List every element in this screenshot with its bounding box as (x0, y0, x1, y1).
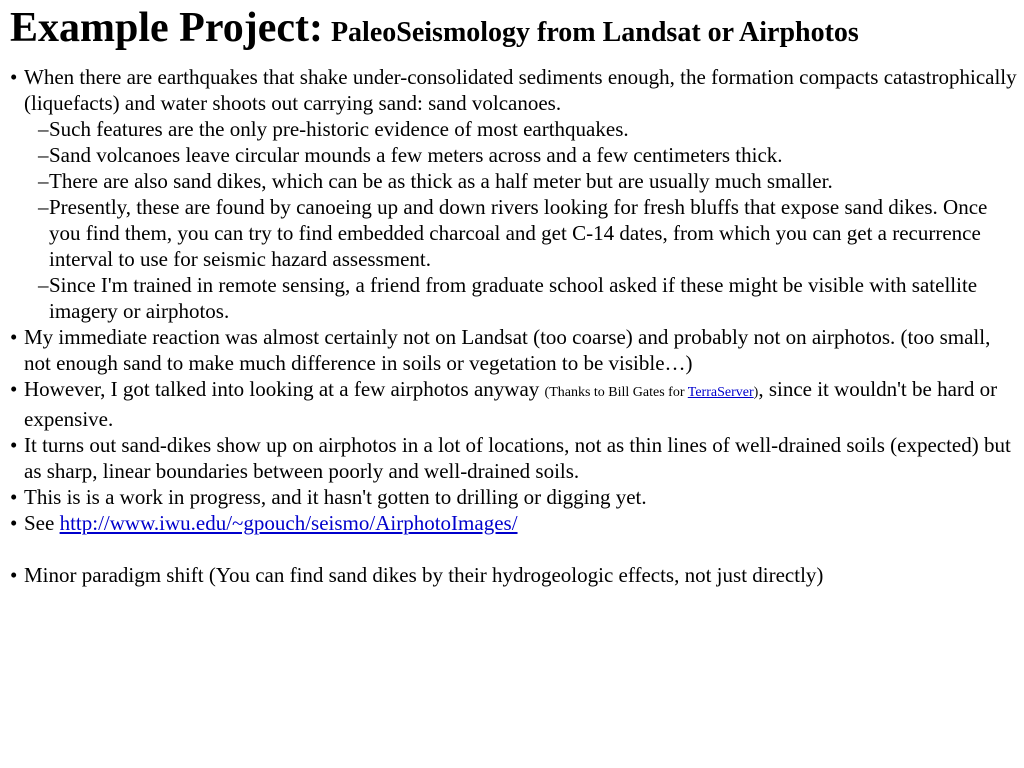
bullet-text: This is is a work in progress, and it hasn't gotten to drilling or digging yet. (24, 485, 647, 509)
bullet-text: However, I got talked into looking at a few airphotos anyway (24, 377, 540, 401)
sub-bullet-sand-volcanoes (10, 142, 1018, 168)
thanks-note-close: ) (753, 385, 759, 400)
terraserver-link[interactable]: TerraServer (687, 385, 754, 400)
dash-marker: – (38, 195, 49, 219)
bullet-marker: • (10, 325, 18, 349)
bullet-paradigm-shift (10, 562, 1018, 588)
bullet-see-link (10, 510, 1018, 536)
sub-bullet-canoeing (10, 194, 1018, 272)
slide-title (10, 2, 859, 59)
airphoto-images-link[interactable]: http://www.iwu.edu/~gpouch/seismo/AirphotoImages/ (59, 511, 518, 535)
bullet-liquefaction (10, 64, 1018, 116)
bullet-marker: • (10, 511, 18, 535)
bullet-marker: • (10, 377, 18, 401)
bullet-text: When there are earthquakes that shake under-consolidated sediments enough, the formation compacts catastrophically (liquefacts) and water shoots out carrying sand: sand volcanoes. (24, 65, 1017, 115)
dash-marker: – (38, 117, 49, 141)
bullet-work-in-progress (10, 484, 1018, 510)
thanks-note-text: (Thanks to Bill Gates for (544, 385, 685, 400)
sub-bullet-text: Sand volcanoes leave circular mounds a few meters across and a few centimeters thick. (49, 143, 783, 167)
bullet-marker: • (10, 485, 18, 509)
bullet-text: It turns out sand-dikes show up on airphotos in a lot of locations, not as thin lines of well-drained soils (expected) but as sharp, linear boundaries between poorly and well-drained soils. (24, 433, 1011, 483)
bullet-text: Minor paradigm shift (You can find sand dikes by their hydrogeologic effects, not just directly) (24, 563, 824, 587)
sub-bullet-text: Presently, these are found by canoeing up and down rivers looking for fresh bluffs that expose sand dikes. Once you find them, you can try to find embedded charcoal and get C-14 dates, from which you can get a recurrence interval to use for seismic hazard assessment. (49, 195, 988, 271)
bullet-text: My immediate reaction was almost certainly not on Landsat (too coarse) and probably not on airphotos. (too small, not enough sand to make much difference in soils or vegetation to be visible…) (24, 325, 991, 375)
sub-bullet-prehistoric-evidence (10, 116, 1018, 142)
dash-marker: – (38, 143, 49, 167)
sub-bullet-text: There are also sand dikes, which can be as thick as a half meter but are usually much smaller. (49, 169, 833, 193)
bullet-text-end: , since it wouldn't be hard or expensive. (24, 377, 998, 431)
thanks-note (545, 385, 759, 400)
dash-marker: – (38, 273, 49, 297)
bullet-immediate-reaction (10, 324, 1018, 376)
bullet-marker: • (10, 433, 18, 457)
bullet-marker: • (10, 563, 18, 587)
dash-marker: – (38, 169, 49, 193)
title-main: Example Project: (10, 5, 323, 51)
sub-bullet-sand-dikes (10, 168, 1018, 194)
see-label: See (24, 511, 55, 535)
sub-bullet-text: Such features are the only pre-historic evidence of most earthquakes. (49, 117, 629, 141)
slide-content (10, 64, 1018, 588)
sub-bullet-remote-sensing (10, 272, 1018, 324)
bullet-sand-dikes-airphotos (10, 432, 1018, 484)
spacer (10, 536, 1018, 562)
title-subtitle: PaleoSeismology from Landsat or Airphotos (330, 17, 859, 48)
bullet-airphotos-anyway (10, 376, 1018, 432)
bullet-marker: • (10, 65, 18, 89)
sub-bullet-text: Since I'm trained in remote sensing, a friend from graduate school asked if these might be visible with satellite imagery or airphotos. (49, 273, 978, 323)
